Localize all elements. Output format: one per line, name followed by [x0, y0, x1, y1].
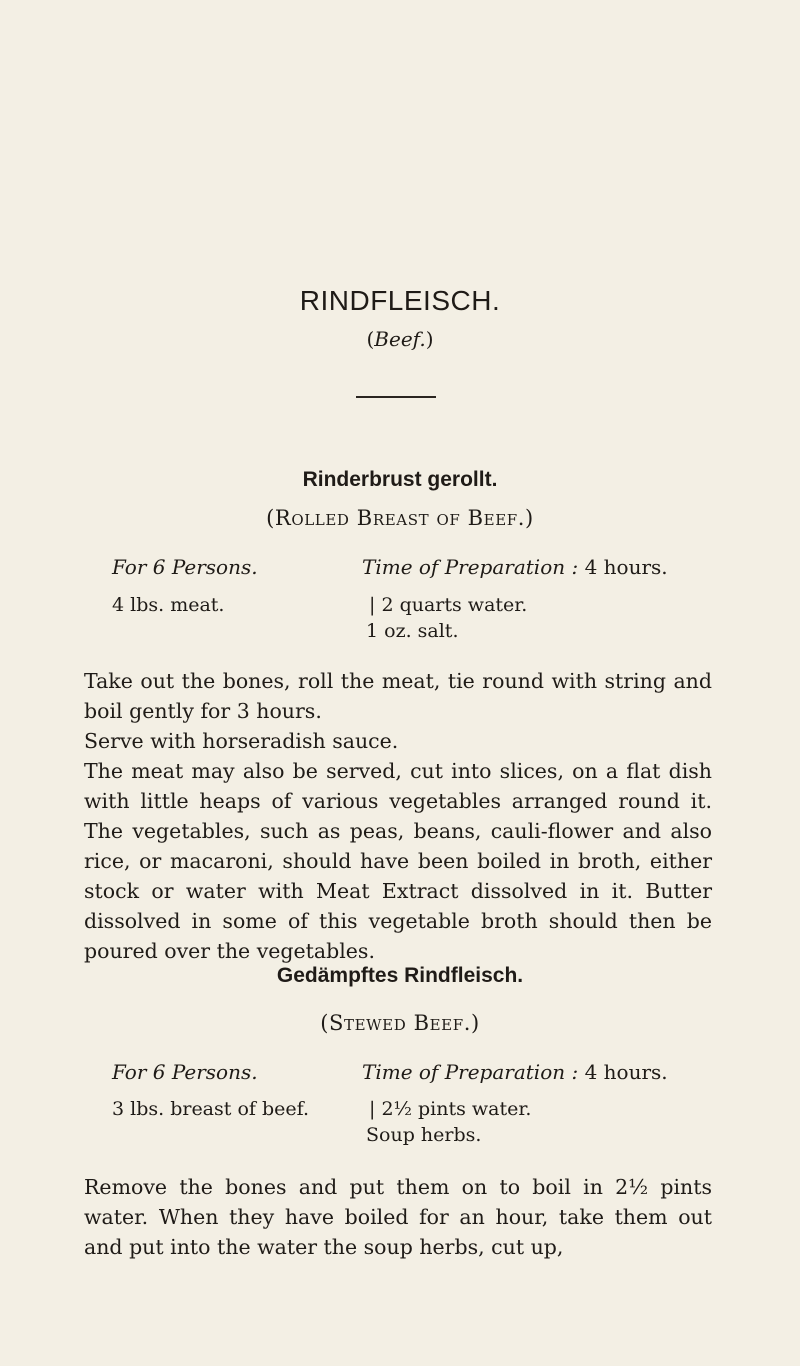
paragraph: Remove the bones and put them on to boil in 2½ pints water. When they have boiled for an hour, take them out and put into the water the soup herbs, cut up, — [84, 1175, 712, 1259]
time-text: Time of Preparation : 4 hours. — [362, 555, 668, 579]
paragraph: Take out the bones, roll the meat, tie round with string and boil gently for 3 hours. — [84, 669, 712, 723]
ingredient-item: Soup herbs. — [366, 1124, 482, 1146]
ingredient-item: | 2 quarts water. — [369, 594, 528, 616]
paragraph: The meat may also be served, cut into slices, on a flat dish with little heaps of various vegetables arranged round it. The vegetables, such as peas, beans, cauli-flower and also rice, or macaroni, should have been boiled in broth, either stock or water with Meat Extract dissolved in it. Butter dissolved in some of this vegetable broth should then be poured over the vegetables. — [84, 759, 712, 963]
recipe-instructions — [84, 1172, 712, 1262]
persons-text: For 6 Persons. — [112, 1060, 258, 1084]
recipe-instructions — [84, 666, 712, 966]
recipe-title: Rinderbrust gerollt. — [302, 468, 498, 491]
recipe-english-title: (Stewed Beef.) — [320, 1011, 480, 1035]
chapter-subtitle: (Beef.) — [366, 327, 434, 351]
recipe-english-title: (Rolled Breast of Beef.) — [266, 506, 534, 530]
title-divider — [356, 396, 436, 398]
ingredient-item: 4 lbs. meat. — [112, 594, 225, 616]
ingredient-item: | 2½ pints water. — [369, 1098, 532, 1120]
chapter-title: RINDFLEISCH. — [299, 285, 501, 316]
paragraph: Serve with horseradish sauce. — [84, 729, 399, 753]
ingredient-item: 3 lbs. breast of beef. — [112, 1098, 309, 1120]
persons-text: For 6 Persons. — [112, 555, 258, 579]
ingredient-item: 1 oz. salt. — [366, 620, 459, 642]
recipe-title: Gedämpftes Rindfleisch. — [276, 964, 524, 987]
time-text: Time of Preparation : 4 hours. — [362, 1060, 668, 1084]
